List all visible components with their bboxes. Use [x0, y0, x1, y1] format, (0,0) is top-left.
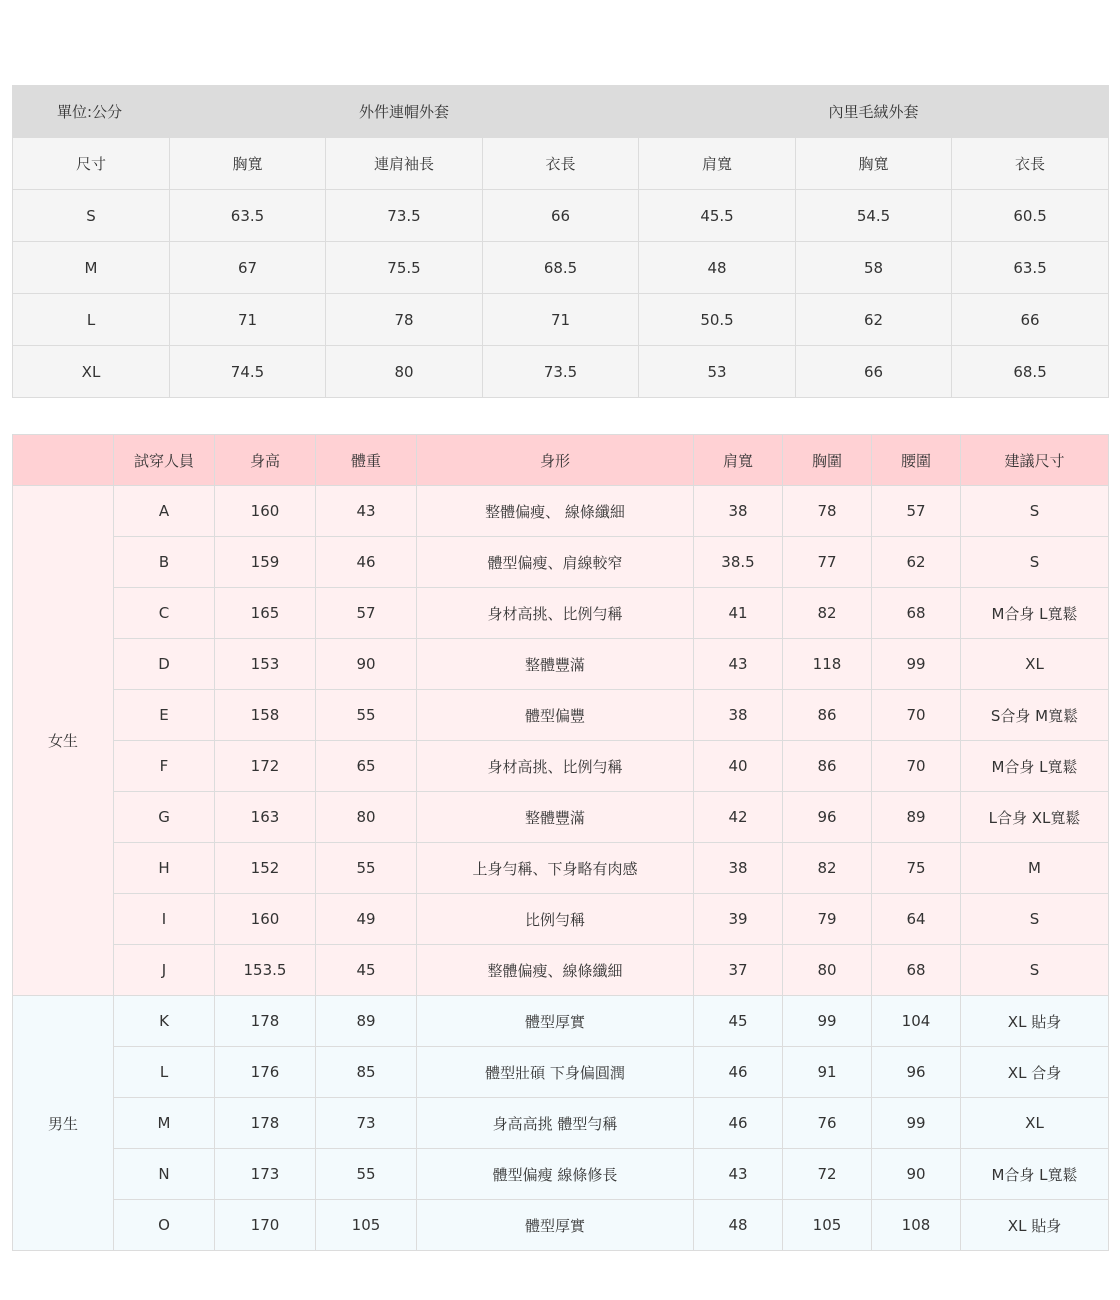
tester-id: M [114, 1098, 215, 1149]
fit-value: 38 [694, 690, 783, 741]
fit-value: 38 [694, 843, 783, 894]
size-value: 71 [170, 294, 326, 346]
fit-value: 159 [215, 537, 316, 588]
tester-id: O [114, 1200, 215, 1251]
fit-value: 46 [316, 537, 417, 588]
fit-value: S [961, 894, 1109, 945]
fit-value: 72 [783, 1149, 872, 1200]
size-value: 80 [326, 346, 483, 398]
fit-row [13, 1098, 1109, 1149]
male-group-label: 男生 [13, 996, 114, 1251]
fit-value: 105 [316, 1200, 417, 1251]
size-value: 62 [796, 294, 952, 346]
fit-row [13, 588, 1109, 639]
fit-value: 80 [783, 945, 872, 996]
fit-value: 整體豐滿 [417, 639, 694, 690]
fit-row [13, 1149, 1109, 1200]
fit-value: XL [961, 639, 1109, 690]
fit-value: 39 [694, 894, 783, 945]
fit-value: 75 [872, 843, 961, 894]
fit-column-header: 建議尺寸 [961, 435, 1109, 486]
fit-value: 體型偏瘦 線條修長 [417, 1149, 694, 1200]
size-row [13, 294, 1109, 346]
fit-row [13, 690, 1109, 741]
size-column-header: 尺寸 [13, 138, 170, 190]
fit-value: 55 [316, 690, 417, 741]
size-row [13, 242, 1109, 294]
fit-value: 86 [783, 741, 872, 792]
fit-value: 85 [316, 1047, 417, 1098]
inner-jacket-group-label: 內里毛絨外套 [639, 86, 1109, 138]
fit-row [13, 945, 1109, 996]
size-label: XL [13, 346, 170, 398]
size-row [13, 346, 1109, 398]
fit-value: 上身勻稱、下身略有肉感 [417, 843, 694, 894]
fit-value: 42 [694, 792, 783, 843]
size-column-header: 衣長 [483, 138, 639, 190]
fit-value: 57 [316, 588, 417, 639]
fit-value: 99 [783, 996, 872, 1047]
fit-value: 90 [316, 639, 417, 690]
tester-id: I [114, 894, 215, 945]
fit-value: 82 [783, 588, 872, 639]
fit-value: 37 [694, 945, 783, 996]
size-chart-group-header [13, 86, 1109, 138]
fit-value: 43 [694, 639, 783, 690]
fit-value: 體型壯碩 下身偏圓潤 [417, 1047, 694, 1098]
fit-column-header: 身高 [215, 435, 316, 486]
fit-value: 48 [694, 1200, 783, 1251]
size-value: 78 [326, 294, 483, 346]
tester-id: G [114, 792, 215, 843]
tester-id: D [114, 639, 215, 690]
tester-id: C [114, 588, 215, 639]
tester-id: H [114, 843, 215, 894]
size-value: 63.5 [952, 242, 1109, 294]
tester-id: N [114, 1149, 215, 1200]
fit-value: 178 [215, 996, 316, 1047]
fit-value: 158 [215, 690, 316, 741]
fit-value: S合身 M寬鬆 [961, 690, 1109, 741]
fit-value: 89 [316, 996, 417, 1047]
tester-id: K [114, 996, 215, 1047]
fit-value: 身材高挑、比例勻稱 [417, 588, 694, 639]
fit-value: 160 [215, 894, 316, 945]
fit-value: 38 [694, 486, 783, 537]
fit-value: M合身 L寬鬆 [961, 588, 1109, 639]
size-value: 73.5 [483, 346, 639, 398]
fit-test-table [12, 434, 1109, 1251]
size-chart-body [13, 190, 1109, 398]
fit-value: 43 [316, 486, 417, 537]
size-label: S [13, 190, 170, 242]
size-value: 45.5 [639, 190, 796, 242]
fit-value: 76 [783, 1098, 872, 1149]
fit-value: 79 [783, 894, 872, 945]
fit-value: 78 [783, 486, 872, 537]
size-label: L [13, 294, 170, 346]
fit-value: 90 [872, 1149, 961, 1200]
fit-column-header: 體重 [316, 435, 417, 486]
fit-value: S [961, 945, 1109, 996]
size-value: 74.5 [170, 346, 326, 398]
fit-value: 55 [316, 843, 417, 894]
fit-column-header: 腰圍 [872, 435, 961, 486]
fit-row [13, 537, 1109, 588]
size-label: M [13, 242, 170, 294]
fit-value: 68 [872, 945, 961, 996]
size-column-header: 衣長 [952, 138, 1109, 190]
fit-value: L合身 XL寬鬆 [961, 792, 1109, 843]
fit-value: 178 [215, 1098, 316, 1149]
fit-value: 46 [694, 1047, 783, 1098]
fit-test-column-header [13, 435, 1109, 486]
fit-value: 70 [872, 690, 961, 741]
fit-value: 165 [215, 588, 316, 639]
size-value: 68.5 [952, 346, 1109, 398]
size-value: 54.5 [796, 190, 952, 242]
tester-id: E [114, 690, 215, 741]
fit-row [13, 1200, 1109, 1251]
fit-value: 體型厚實 [417, 996, 694, 1047]
fit-value: 82 [783, 843, 872, 894]
fit-value: 176 [215, 1047, 316, 1098]
fit-value: 40 [694, 741, 783, 792]
fit-value: 64 [872, 894, 961, 945]
fit-value: 43 [694, 1149, 783, 1200]
fit-row [13, 639, 1109, 690]
fit-value: 91 [783, 1047, 872, 1098]
size-value: 60.5 [952, 190, 1109, 242]
fit-value: 99 [872, 1098, 961, 1149]
size-value: 67 [170, 242, 326, 294]
fit-value: 152 [215, 843, 316, 894]
fit-value: 38.5 [694, 537, 783, 588]
size-value: 58 [796, 242, 952, 294]
fit-value: 整體偏瘦、線條纖細 [417, 945, 694, 996]
fit-value: 65 [316, 741, 417, 792]
fit-value: 172 [215, 741, 316, 792]
fit-value: 96 [783, 792, 872, 843]
fit-value: 57 [872, 486, 961, 537]
size-value: 50.5 [639, 294, 796, 346]
fit-value: XL 貼身 [961, 996, 1109, 1047]
size-row [13, 190, 1109, 242]
fit-value: 170 [215, 1200, 316, 1251]
fit-value: 86 [783, 690, 872, 741]
fit-row [13, 1047, 1109, 1098]
fit-value: 99 [872, 639, 961, 690]
fit-value: M合身 L寬鬆 [961, 741, 1109, 792]
fit-value: 160 [215, 486, 316, 537]
fit-value: 49 [316, 894, 417, 945]
fit-value: 55 [316, 1149, 417, 1200]
fit-value: 41 [694, 588, 783, 639]
fit-row [13, 843, 1109, 894]
size-value: 66 [952, 294, 1109, 346]
fit-value: 比例勻稱 [417, 894, 694, 945]
fit-value: XL 貼身 [961, 1200, 1109, 1251]
size-value: 53 [639, 346, 796, 398]
fit-value: 45 [694, 996, 783, 1047]
fit-value: 163 [215, 792, 316, 843]
tester-id: F [114, 741, 215, 792]
female-group-label: 女生 [13, 486, 114, 996]
tester-id: J [114, 945, 215, 996]
fit-row [13, 486, 1109, 537]
fit-test-body [13, 486, 1109, 1251]
fit-value: XL [961, 1098, 1109, 1149]
fit-row [13, 792, 1109, 843]
size-column-header: 胸寬 [170, 138, 326, 190]
tester-id: A [114, 486, 215, 537]
fit-value: 173 [215, 1149, 316, 1200]
fit-column-header: 身形 [417, 435, 694, 486]
fit-value: 73 [316, 1098, 417, 1149]
fit-value: 70 [872, 741, 961, 792]
tester-id: B [114, 537, 215, 588]
size-column-header: 肩寬 [639, 138, 796, 190]
size-chart-table [12, 85, 1109, 398]
fit-value: 體型偏瘦、肩線較窄 [417, 537, 694, 588]
fit-value: 體型厚實 [417, 1200, 694, 1251]
fit-value: 77 [783, 537, 872, 588]
fit-column-header [13, 435, 114, 486]
fit-value: 104 [872, 996, 961, 1047]
fit-value: 46 [694, 1098, 783, 1149]
fit-value: 153.5 [215, 945, 316, 996]
fit-value: 整體偏瘦、 線條纖細 [417, 486, 694, 537]
size-value: 48 [639, 242, 796, 294]
fit-value: XL 合身 [961, 1047, 1109, 1098]
size-value: 73.5 [326, 190, 483, 242]
size-column-header: 連肩袖長 [326, 138, 483, 190]
fit-value: 105 [783, 1200, 872, 1251]
fit-column-header: 試穿人員 [114, 435, 215, 486]
fit-value: S [961, 486, 1109, 537]
size-value: 66 [483, 190, 639, 242]
size-value: 66 [796, 346, 952, 398]
fit-value: 身高高挑 體型勻稱 [417, 1098, 694, 1149]
fit-value: 身材高挑、比例勻稱 [417, 741, 694, 792]
fit-column-header: 肩寬 [694, 435, 783, 486]
size-value: 71 [483, 294, 639, 346]
fit-value: 108 [872, 1200, 961, 1251]
fit-value: M [961, 843, 1109, 894]
fit-value: 體型偏豐 [417, 690, 694, 741]
size-column-header: 胸寬 [796, 138, 952, 190]
fit-value: 45 [316, 945, 417, 996]
size-value: 75.5 [326, 242, 483, 294]
fit-value: 62 [872, 537, 961, 588]
fit-value: S [961, 537, 1109, 588]
fit-value: 153 [215, 639, 316, 690]
size-value: 63.5 [170, 190, 326, 242]
size-chart-column-header [13, 138, 1109, 190]
fit-value: M合身 L寬鬆 [961, 1149, 1109, 1200]
fit-value: 118 [783, 639, 872, 690]
size-value: 68.5 [483, 242, 639, 294]
fit-value: 96 [872, 1047, 961, 1098]
fit-row [13, 894, 1109, 945]
outer-jacket-group-label: 外件連帽外套 [170, 86, 639, 138]
fit-row [13, 741, 1109, 792]
fit-value: 68 [872, 588, 961, 639]
fit-value: 整體豐滿 [417, 792, 694, 843]
fit-row [13, 996, 1109, 1047]
fit-value: 89 [872, 792, 961, 843]
fit-value: 80 [316, 792, 417, 843]
unit-label: 單位:公分 [13, 86, 170, 138]
tester-id: L [114, 1047, 215, 1098]
fit-column-header: 胸圍 [783, 435, 872, 486]
